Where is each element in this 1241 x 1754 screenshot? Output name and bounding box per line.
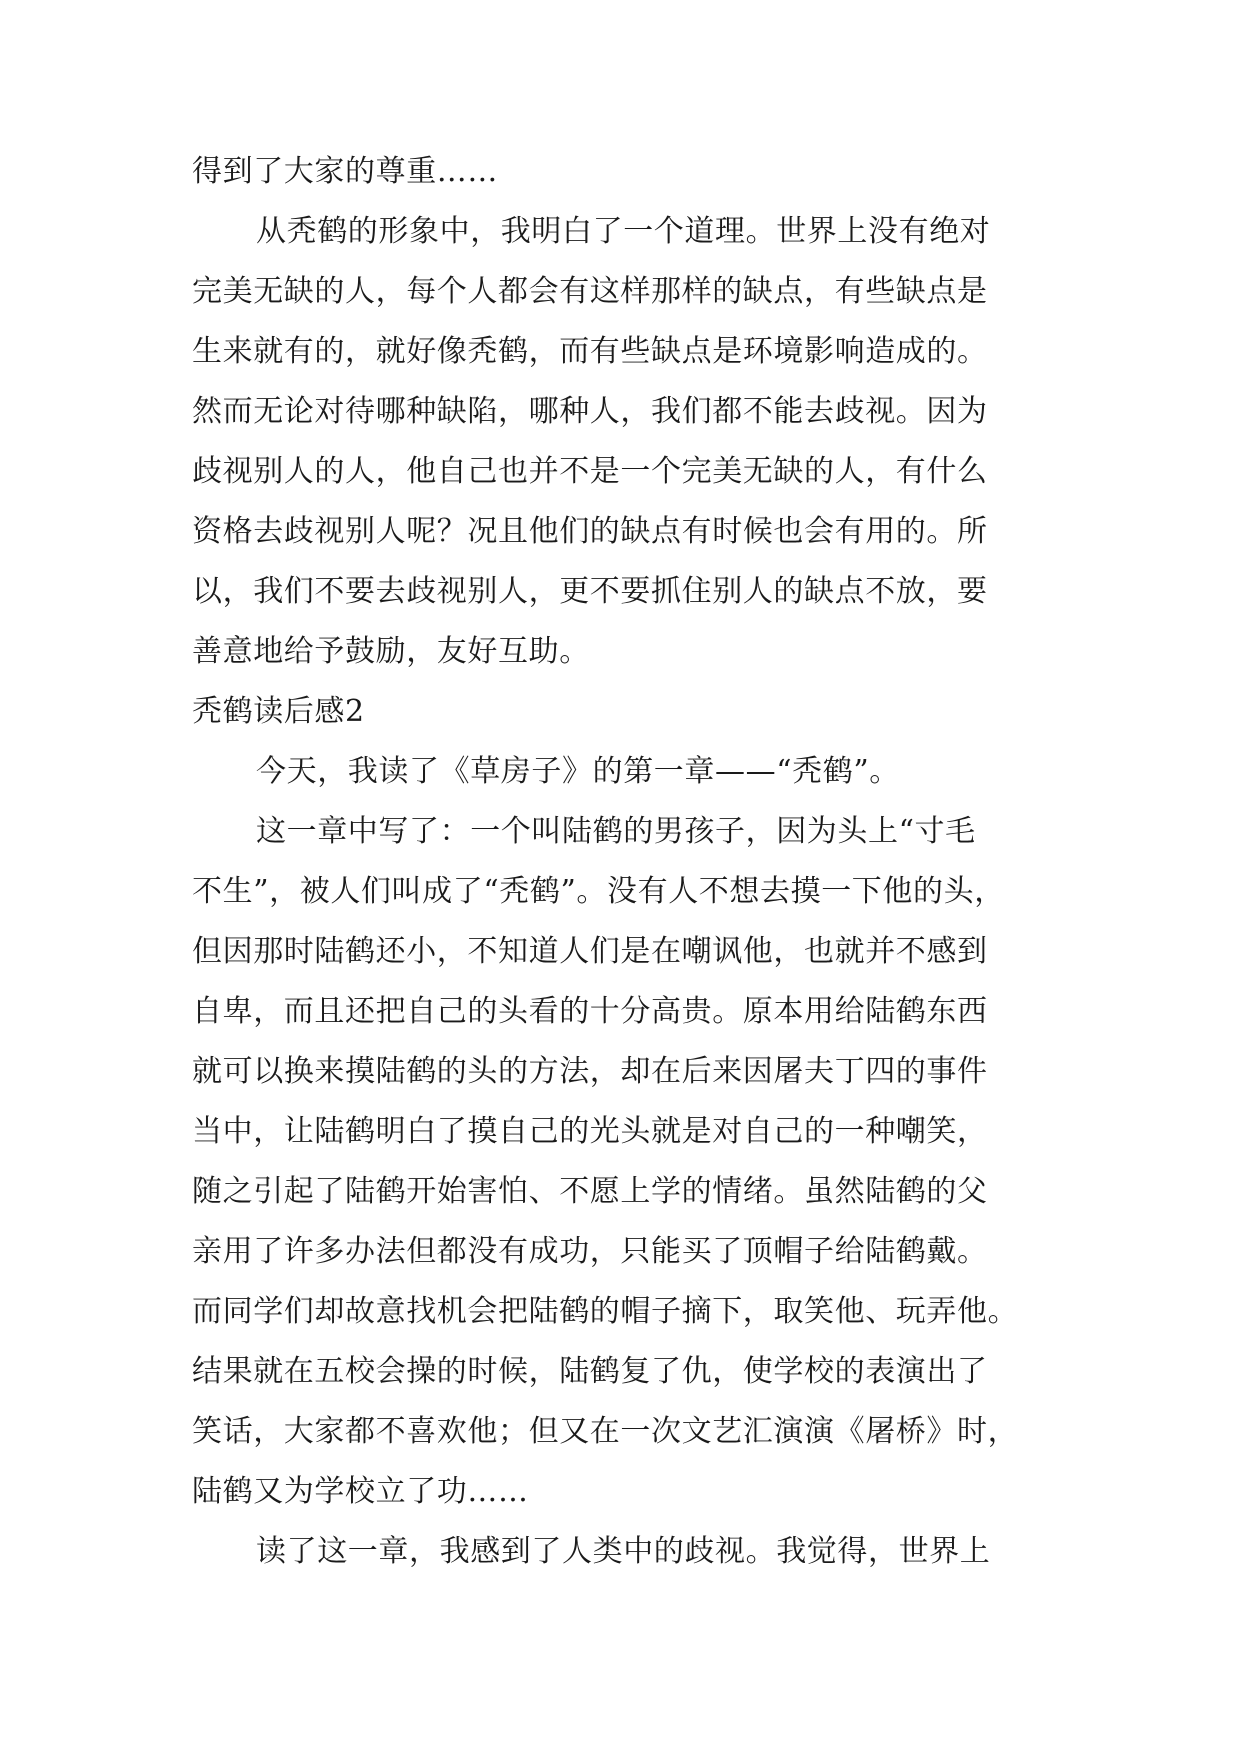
section-title: 秃鹤读后感2: [192, 694, 365, 729]
text-line: 随之引起了陆鹤开始害怕、不愿上学的情绪。虽然陆鹤的父: [192, 1174, 988, 1209]
text-line: 完美无缺的人，每个人都会有这样那样的缺点，有些缺点是: [192, 274, 988, 309]
text-line: 以，我们不要去歧视别人，更不要抓住别人的缺点不放，要: [192, 574, 988, 609]
text-line: 结果就在五校会操的时候，陆鹤复了仇，使学校的表演出了: [192, 1354, 988, 1389]
paragraph-start-line: 读了这一章，我感到了人类中的歧视。我觉得，世界上: [256, 1534, 991, 1569]
text-line: 生来就有的，就好像秃鹤，而有些缺点是环境影响造成的。: [192, 334, 988, 369]
text-line: 就可以换来摸陆鹤的头的方法，却在后来因屠夫丁四的事件: [192, 1054, 988, 1089]
text-line: 不生”，被人们叫成了“秃鹤”。没有人不想去摸一下他的头，: [192, 874, 1005, 909]
text-line: 自卑，而且还把自己的头看的十分高贵。原本用给陆鹤东西: [192, 994, 988, 1029]
text-line: 然而无论对待哪种缺陷，哪种人，我们都不能去歧视。因为: [192, 394, 988, 429]
text-line: 善意地给予鼓励，友好互助。: [192, 634, 590, 669]
text-line: 得到了大家的尊重……: [192, 154, 498, 189]
text-line: 而同学们却故意找机会把陆鹤的帽子摘下，取笑他、玩弄他。: [192, 1294, 1019, 1329]
text-line: 亲用了许多办法但都没有成功，只能买了顶帽子给陆鹤戴。: [192, 1234, 988, 1269]
paragraph-start-line: 今天，我读了《草房子》的第一章——“秃鹤”。: [256, 754, 900, 789]
text-line: 笑话，大家都不喜欢他；但又在一次文艺汇演演《屠桥》时，: [192, 1414, 1019, 1449]
paragraph-start-line: 这一章中写了：一个叫陆鹤的男孩子，因为头上“寸毛: [256, 814, 976, 849]
text-line: 歧视别人的人，他自己也并不是一个完美无缺的人，有什么: [192, 454, 988, 489]
text-line: 资格去歧视别人呢？况且他们的缺点有时候也会有用的。所: [192, 514, 988, 549]
paragraph-start-line: 从秃鹤的形象中，我明白了一个道理。世界上没有绝对: [256, 214, 991, 249]
text-line: 陆鹤又为学校立了功……: [192, 1474, 529, 1509]
text-line: 当中，让陆鹤明白了摸自己的光头就是对自己的一种嘲笑，: [192, 1114, 988, 1149]
text-line: 但因那时陆鹤还小，不知道人们是在嘲讽他，也就并不感到: [192, 934, 988, 969]
